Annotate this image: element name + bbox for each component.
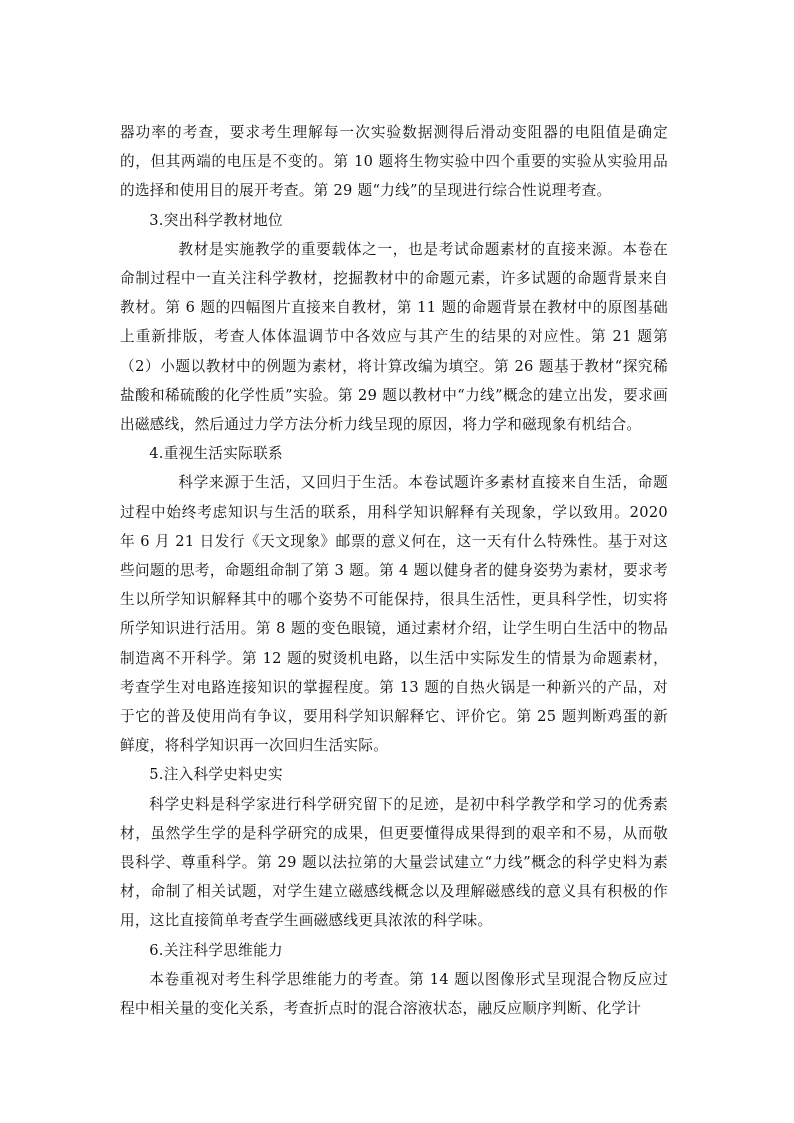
section-heading-science-history: 5.注入科学史料史实 (149, 766, 283, 784)
paragraph-experiment-review: 器功率的考查，要求考生理解每一次实验数据测得后滑动变阻器的电阻值是确定的，但其两端的电压是不变的。第 10 题将生物实验中四个重要的实验从实验用品的选择和使用目的展开考查。第 29 题“力线”的呈现进行综合性说理考查。 (120, 124, 668, 200)
section-heading-textbook: 3.突出科学教材地位 (149, 211, 283, 229)
section-heading-scientific-thinking: 6.关注科学思维能力 (149, 941, 283, 959)
section-heading-daily-life: 4.重视生活实际联系 (149, 445, 283, 463)
paragraph-scientific-thinking: 本卷重视对考生科学思维能力的考查。第 14 题以图像形式呈现混合物反应过程中相关量的变化关系，考查折点时的混合溶液状态，融反应顺序判断、化学计 (120, 970, 668, 1018)
paragraph-textbook: 教材是实施教学的重要载体之一，也是考试命题素材的直接来源。本卷在命制过程中一直关注科学教材，挖掘教材中的命题元素，许多试题的命题背景来自教材。第 6 题的四幅图片直接来自教材，第 11 题的命题背景在教材中的原图基础上重新排版，考查人体体温调节中各效应与其产生的结果的对应性。第 21 题第（2）小题以教材中的例题为素材，将计算改编为填空。第 26 题基于教材“探究稀盐酸和稀硫酸的化学性质”实验。第 29 题以教材中“力线”概念的建立出发，要求画出磁感线，然后通过力学方法分析力线呈现的原因，将力学和磁现象有机结合。 (120, 240, 668, 434)
paragraph-science-history: 科学史料是科学家进行科学研究留下的足迹，是初中科学教学和学习的优秀素材，虽然学生学的是科学研究的成果，但更要懂得成果得到的艰辛和不易，从而敬畏科学、尊重科学。第 29 题以法拉第的大量尝试建立“力线”概念的科学史料为素材，命制了相关试题，对学生建立磁感线概念以及理解磁感线的意义具有积极的作用，这比直接简单考查学生画磁感线更具浓浓的科学味。 (120, 795, 668, 930)
paragraph-daily-life: 科学来源于生活，又回归于生活。本卷试题许多素材直接来自生活，命题过程中始终考虑知识与生活的联系，用科学知识解释有关现象，学以致用。2020 年 6 月 21 日发行《天文现象》邮票的意义何在，这一天有什么特殊性。基于对这些问题的思考，命题组命制了第 3 题。第 4 题以健身者的健身姿势为素材，要求考生以所学知识解释其中的哪个姿势不可能保持，很具生活性，更具科学性，切实将所学知识进行活用。第 8 题的变色眼镜，通过素材介绍，让学生明白生活中的物品制造离不开科学。第 12 题的熨烫机电路，以生活中实际发生的情景为命题素材，考查学生对电路连接知识的掌握程度。第 13 题的自热火锅是一种新兴的产品，对于它的普及使用尚有争议，要用科学知识解释它、评价它。第 25 题判断鸡蛋的新鲜度，将科学知识再一次回归生活实际。 (120, 474, 668, 755)
document-page (120, 118, 668, 1023)
